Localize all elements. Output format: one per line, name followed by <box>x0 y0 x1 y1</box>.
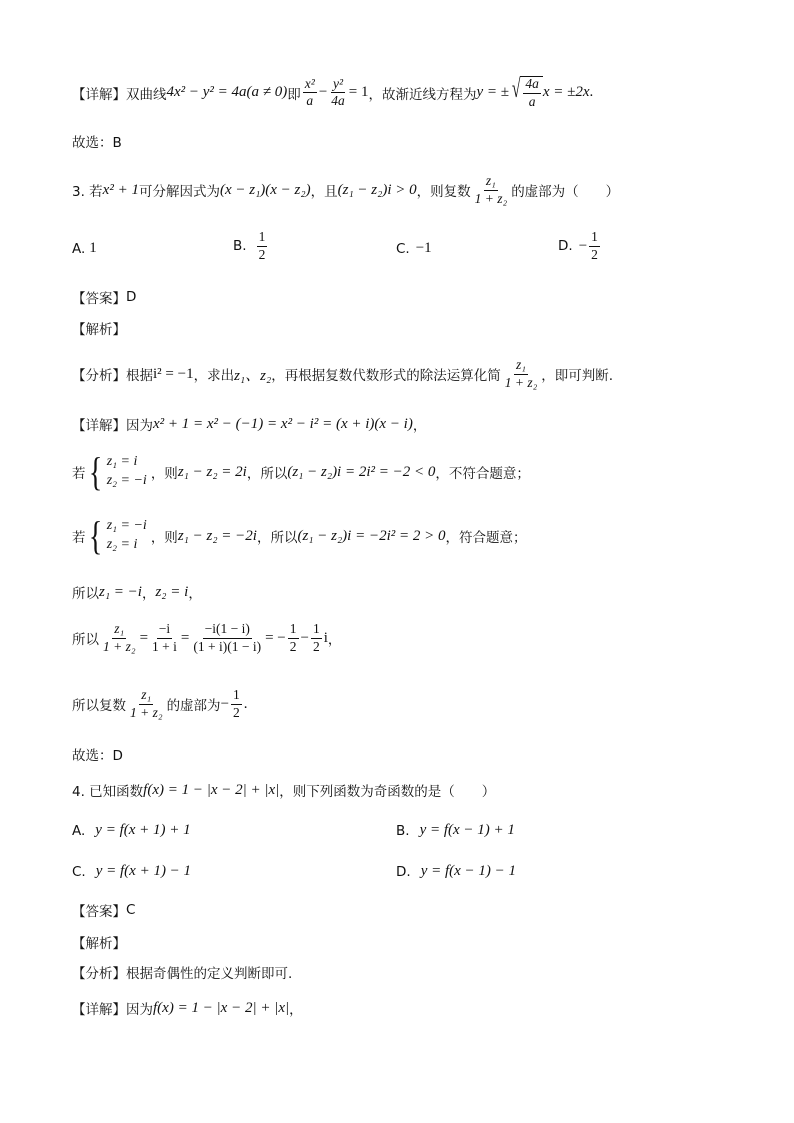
equation: z₁ = −i <box>99 583 142 600</box>
equation: z₂ = −i <box>106 473 147 488</box>
equation-system <box>107 517 147 555</box>
fraction <box>589 230 600 263</box>
period: . <box>589 84 594 101</box>
numerator: 1 <box>288 622 299 639</box>
text: ，则复数 <box>416 184 471 201</box>
numerator: −i <box>157 622 172 639</box>
equation: x² + 1 = x² − (−1) = x² − i² = (x + i)(x − i) <box>153 415 413 432</box>
text: ， <box>188 586 202 602</box>
period: . <box>243 695 248 712</box>
q4-detail <box>72 998 303 1018</box>
option-value: y = f(x + 1) + 1 <box>95 822 191 838</box>
fraction <box>231 688 242 721</box>
equation: z₂ = i <box>155 583 189 600</box>
text: 所以 <box>72 586 99 602</box>
text: ， <box>327 632 342 649</box>
fraction <box>523 77 541 110</box>
numerator: y² <box>331 77 345 94</box>
option-label: C. <box>72 863 86 880</box>
denominator: 2 <box>591 246 598 262</box>
q3-case-1 <box>72 449 530 494</box>
operator: = <box>139 629 149 646</box>
detail-label: 【详解】 <box>72 418 126 434</box>
q3-answer <box>72 287 136 307</box>
text: ，所以 <box>246 466 288 482</box>
equation: z₂ = i <box>106 537 138 552</box>
equation: f(x) = 1 − |x − 2| + |x| <box>143 781 280 798</box>
numerator: z₁ <box>514 358 528 375</box>
option-label: B. <box>396 822 410 839</box>
q4-option-a <box>72 822 191 839</box>
answer-label: 【答案】 <box>72 904 126 920</box>
q4-option-b <box>396 822 515 839</box>
fraction <box>288 622 299 655</box>
denominator: 2 <box>258 246 266 262</box>
answer-label: 【答案】 <box>72 291 126 307</box>
fraction <box>311 622 322 655</box>
q3-case-2 <box>72 513 527 558</box>
denominator: 2 <box>312 638 320 654</box>
sqrt-expression <box>509 76 543 110</box>
equation: 4x² − y² = 4a(a ≠ 0) <box>166 84 288 101</box>
denominator: (1 + i)(1 − i) <box>193 638 262 654</box>
option-value: − <box>578 237 588 254</box>
text: 若 <box>72 466 86 482</box>
option-label: C. <box>396 240 410 257</box>
q4-answer <box>72 900 135 920</box>
text: 可分解因式为 <box>138 184 220 201</box>
fraction <box>329 77 347 110</box>
operator: = − <box>265 629 286 646</box>
denominator: 4a <box>331 93 345 109</box>
text: ，则下列函数为奇函数的是（ ） <box>279 784 496 800</box>
fraction <box>473 174 510 207</box>
denominator: 1 + z₂ <box>504 374 538 390</box>
denominator: 1 + i <box>152 638 177 654</box>
denominator: 1 + z₂ <box>130 704 163 720</box>
operator: − <box>220 695 230 712</box>
q3-analysis-label: 【解析】 <box>72 322 126 338</box>
denominator: 1 + z₂ <box>474 190 508 206</box>
text: 因为 <box>126 1002 153 1018</box>
option-a <box>72 240 97 257</box>
q4-stem <box>72 780 495 800</box>
numerator: 1 <box>589 230 600 247</box>
option-value: y = f(x + 1) − 1 <box>95 863 192 879</box>
q3-stem <box>72 174 619 207</box>
q3-so-3 <box>72 688 248 721</box>
fraction <box>503 358 540 391</box>
text: ，不符合题意； <box>435 466 530 482</box>
text: 根据奇偶性的定义判断即可. <box>126 966 293 982</box>
equation-system <box>107 453 147 491</box>
equation: z₁ = −i <box>106 518 147 534</box>
numerator: 1 <box>311 622 322 639</box>
text: ，再根据复数代数形式的除法运算化简 <box>271 368 501 385</box>
text: ，则 <box>150 466 178 482</box>
equation: z₁ − z₂ = 2i <box>177 463 247 480</box>
option-label: D. <box>396 863 411 880</box>
numerator: z₁ <box>484 174 498 191</box>
fenxi-label: 【分析】 <box>72 966 126 982</box>
answer-value: D <box>126 289 137 305</box>
denominator: a <box>306 93 314 109</box>
fraction <box>128 688 165 721</box>
text: ， <box>141 586 156 602</box>
text: 即 <box>287 86 301 103</box>
operator: = <box>180 629 190 646</box>
text: 若 <box>72 530 86 546</box>
text: 因为 <box>126 418 153 434</box>
option-c <box>396 240 432 257</box>
q4-option-d <box>396 863 516 880</box>
q3-detail <box>72 414 426 434</box>
text: ，求出 <box>193 368 235 385</box>
option-label: D. <box>558 238 573 255</box>
denominator: 2 <box>289 638 297 654</box>
question-number: 4. 已知函数 <box>72 784 144 800</box>
q4-analysis-label: 【解析】 <box>72 936 126 952</box>
text: ，且 <box>310 184 338 201</box>
equation: (z₁ − z₂)i = 2i² = −2 < 0 <box>287 463 436 480</box>
text: 的虚部为（ ） <box>511 184 620 201</box>
q2-detail-line <box>72 76 593 110</box>
q4-option-c <box>72 863 191 880</box>
equation: z₁ − z₂ = −2i <box>177 527 257 544</box>
equation: i² = −1 <box>153 365 194 382</box>
option-label: A. <box>72 822 86 839</box>
left-brace-icon: { <box>88 449 102 494</box>
fenxi-label: 【分析】 <box>72 368 126 385</box>
q3-so-2 <box>72 622 341 655</box>
denominator: a <box>528 93 536 109</box>
equation: (z₁ − z₂)i = −2i² = 2 > 0 <box>297 527 446 544</box>
fraction <box>257 230 268 263</box>
detail-label: 【详解】 <box>72 86 126 103</box>
text: 所以 <box>72 632 99 649</box>
imaginary-unit: i <box>323 629 328 646</box>
text: ，所以 <box>256 530 298 546</box>
text: 根据 <box>126 368 153 385</box>
denominator: 1 + z₂ <box>103 638 136 654</box>
text: ， <box>412 418 427 434</box>
question-number: 3. 若 <box>72 184 103 201</box>
option-d <box>558 230 602 263</box>
option-value: y = f(x − 1) − 1 <box>420 863 517 879</box>
answer-value: C <box>126 902 136 918</box>
operator: − <box>300 629 309 646</box>
equation: (x − z₁)(x − z₂) <box>219 181 311 198</box>
q4-fenxi <box>72 962 292 982</box>
q3-fenxi <box>72 358 613 391</box>
fraction <box>191 622 263 655</box>
equation: y = ± <box>476 84 510 101</box>
equation: x = ±2x <box>542 84 590 101</box>
numerator: 1 <box>231 688 242 705</box>
equation: f(x) = 1 − |x − 2| + |x| <box>153 999 290 1016</box>
fraction <box>150 622 179 655</box>
equation: z₁、z₂ <box>234 367 272 384</box>
numerator: 4a <box>523 77 541 94</box>
q2-answer: 故选：B <box>72 135 122 151</box>
option-b <box>233 230 269 263</box>
fraction <box>101 622 138 655</box>
equation: = 1 <box>348 84 369 101</box>
text: ，符合题意； <box>445 530 527 546</box>
equation: z₁ = i <box>106 454 138 470</box>
fraction <box>303 77 317 110</box>
option-label: A. <box>72 240 86 257</box>
q3-choice: 故选：D <box>72 748 123 764</box>
text: ，即可判断. <box>541 368 614 385</box>
text: 所以复数 <box>72 698 126 715</box>
text: ，故渐近线方程为 <box>368 86 477 103</box>
left-brace-icon: { <box>88 513 102 558</box>
denominator: 2 <box>233 704 240 720</box>
option-value: −1 <box>415 240 432 256</box>
equation: (z₁ − z₂)i > 0 <box>337 181 417 198</box>
q3-so-1 <box>72 582 202 602</box>
numerator: z₁ <box>139 688 153 705</box>
option-label: B. <box>233 238 247 255</box>
option-value: y = f(x − 1) + 1 <box>419 822 515 838</box>
numerator: 1 <box>257 230 268 247</box>
text: 双曲线 <box>126 86 167 103</box>
equation: x² + 1 <box>102 181 139 198</box>
numerator: −i(1 − i) <box>203 622 252 639</box>
radical-icon: √ <box>511 74 521 103</box>
text: ，则 <box>150 530 178 546</box>
text: 的虚部为 <box>166 698 221 715</box>
option-value: 1 <box>89 240 97 256</box>
detail-label: 【详解】 <box>72 1002 126 1018</box>
text: ， <box>289 1002 303 1018</box>
operator: − <box>318 84 328 101</box>
numerator: x² <box>303 77 317 94</box>
numerator: z₁ <box>112 622 126 639</box>
